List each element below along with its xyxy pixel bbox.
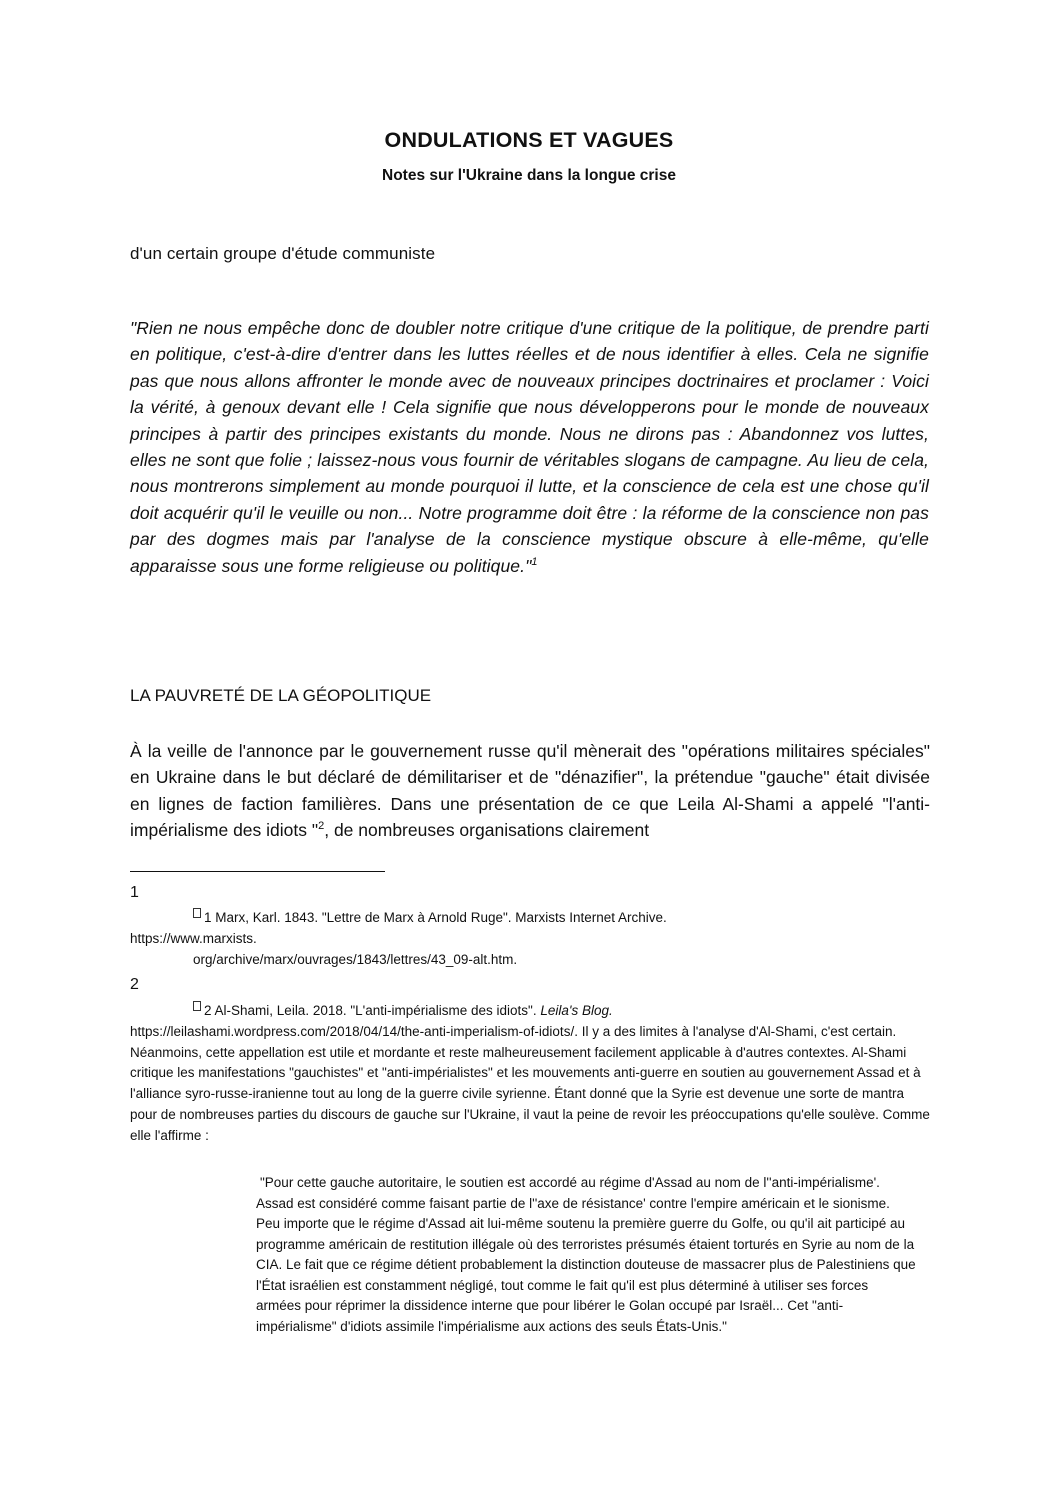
footnote-number-1: 1 (130, 884, 139, 901)
footnote-2 (130, 1001, 930, 1147)
footnote-1-url-end[interactable]: org/archive/marx/ouvrages/1843/lettres/43_09-alt.htm. (193, 951, 518, 967)
author-line: d'un certain groupe d'étude communiste (130, 244, 436, 263)
footnote-2-body: https://leilashami.wordpress.com/2018/04/14/the-anti-imperialism-of-idiots/. Il y a des limites à l'analyse d'Al-Shami, c'est certain. Néanmoins, cette appellation est utile et mordante et reste malheureusement facilement applicable à d'autres contextes. Al-Shami critique les manifestations "gauchistes" et "anti-impérialistes" et les mouvements anti-guerre en soutien au gouvernement Assad et à l'alliance syro-russe-iranienne tout au long de la guerre civile syrienne. Étant donné que la Syrie est devenue une sorte de mantra pour de nombreuses parties du discours de gauche sur l'Ukraine, il vaut la peine de revoir les préoccupations qu'elle soulève. Comme elle l'affirme : (130, 1023, 930, 1143)
epigraph-quote (130, 315, 929, 579)
footnote-2-citation: Al-Shami, Leila. 2018. "L'anti-impérialisme des idiots". (214, 1003, 541, 1018)
body-paragraph (130, 738, 930, 844)
footnote-1-url-start[interactable]: https://www.marxists. (130, 930, 257, 946)
paragraph-text-part2: , de nombreuses organisations clairement (324, 820, 650, 841)
blockquote-text: "Pour cette gauche autoritaire, le soutien est accordé au régime d'Assad au nom de l''anti-impérialisme'. Assad est considéré comme faisant partie de l''axe de résistance' contre l'empire américain et le sionisme. Peu importe que le régime d'Assad ait lui-même soutenu la première guerre du Golfe, ou qu'il ait participé au programme américain de restitution illégale où des terroristes présumés étaient torturés en Syrie au nom de la CIA. Le fait que ce régime détient probablement la distinction douteuse de massacrer plus de Palestiniens que l'État israélien est constamment négligé, tout comme le fait qu'il est plus déterminé à utiliser ses forces armées pour réprimer la dissidence interne que pour libérer le Golan occupé par Israël... Cet "anti-impérialisme" d'idiots assimile l'impérialisme aux actions des seuls États-Unis." (256, 1175, 916, 1334)
section-heading: LA PAUVRETÉ DE LA GÉOPOLITIQUE (130, 686, 432, 705)
footnote-2-inner-number: 2 (204, 1003, 212, 1018)
footnote-ref-1[interactable]: 1 (531, 555, 538, 568)
paragraph-text-part1: À la veille de l'annonce par le gouvernement russe qu'il mènerait des "opérations militaires spéciales" en Ukraine dans le but déclaré de démilitariser et de "dénazifier", la prétendue "gauche" était divisée en lignes de faction familières. Dans une présentation de ce que Leila Al-Shami a appelé "l'anti-impérialisme des idiots " (130, 741, 930, 841)
footnote-2-blockquote (256, 1173, 916, 1337)
footnote-ref-2[interactable]: 2 (318, 820, 325, 833)
footnote-2-blog-title: Leila's Blog. (540, 1003, 613, 1018)
document-subtitle: Notes sur l'Ukraine dans la longue crise (382, 167, 676, 184)
epigraph-text: "Rien ne nous empêche donc de doubler notre critique d'une critique de la politique, de prendre parti en politique, c'est-à-dire d'entrer dans les luttes réelles et de nous identifier à elles. Cela ne signifie pas que nous allons affronter le monde avec de nouveaux principes doctrinaires et proclamer : Voici la vérité, à genoux devant elle ! Cela signifie que nous développerons pour le monde de nouveaux principes à partir des principes existants du monde. Nous ne dirons pas : Abandonnez vos luttes, elles ne sont que folie ; laissez-nous vous fournir de véritables slogans de campagne. Au lieu de cela, nous montrerons simplement au monde pourquoi il lutte, et la conscience de cela est une chose qu'il doit acquérir qu'il le veuille ou non... Notre programme doit être : la réforme de la conscience non pas par des dogmes mais par l'analyse de la conscience mystique obscure à elle-même, qu'elle apparaisse sous une forme religieuse ou politique." (130, 318, 929, 576)
document-title: ONDULATIONS ET VAGUES (384, 128, 674, 152)
footnote-anchor-icon (193, 908, 201, 918)
footnote-separator (130, 871, 385, 872)
footnote-number-2: 2 (130, 976, 139, 993)
footnote-1-citation: Marx, Karl. 1843. "Lettre de Marx à Arnold Ruge". Marxists Internet Archive. (215, 910, 667, 925)
footnote-1 (130, 908, 930, 970)
footnote-1-inner-number: 1 (204, 910, 212, 925)
footnote-anchor-icon (193, 1001, 201, 1011)
